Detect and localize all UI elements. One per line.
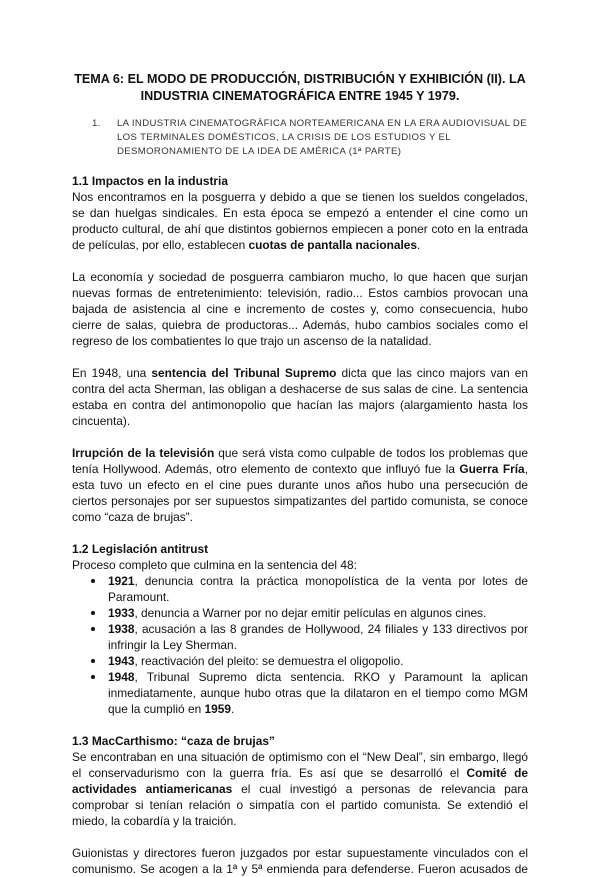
- text-run: , esta tuvo un efecto en el cine pues durante unos años hubo una persecución de ciertos personajes por ser supuestos simpatizantes del partido comunista, se conoce como “caza de brujas”.: [72, 462, 528, 524]
- list-item: [72, 653, 528, 669]
- section-heading-1-3: 1.3 MacCarthismo: “caza de brujas”: [72, 734, 275, 748]
- document-title: TEMA 6: EL MODO DE PRODUCCIÓN, DISTRIBUCIÓN Y EXHIBICIÓN (II). LA INDUSTRIA CINEMATOGRÁFICA ENTRE 1945 Y 1979.: [74, 72, 526, 103]
- paragraph: Guionistas y directores fueron juzgados por estar supuestamente vinculados con el comunismo. Se acogen a la 1ª y 5ª enmienda para defenderse. Fueron acusados de: [72, 846, 528, 876]
- bold-text: cuotas de pantalla nacionales: [248, 238, 418, 252]
- text-run: , denuncia a Warner por no dejar emitir películas en algunos cines.: [134, 606, 487, 620]
- text-run: .: [230, 702, 235, 716]
- bold-text: 1938: [108, 622, 135, 636]
- bold-text: 1948: [108, 670, 135, 684]
- bold-text: sentencia del Tribunal Supremo: [151, 366, 337, 380]
- text-run: Se encontraban en una situación de optimismo con el “New Deal”, sin embargo, llegó el conservadurismo con la guerra fría. Es así que se desarrolló el: [72, 750, 528, 780]
- toc-item: [92, 117, 528, 159]
- bold-text: 1933: [108, 606, 135, 620]
- list-item: [72, 605, 528, 621]
- bold-text: 1959: [204, 702, 231, 716]
- list-item: [72, 621, 528, 653]
- list-item: [72, 669, 528, 717]
- paragraph: [72, 445, 528, 525]
- text-run: En 1948, una: [72, 366, 152, 380]
- toc-number: 1.: [92, 118, 101, 129]
- text-run: , acusación a las 8 grandes de Hollywood, 24 filiales y 133 directivos por infringir la Ley Sherman.: [108, 622, 528, 652]
- text-run: .: [417, 238, 421, 252]
- section-heading-1-1: 1.1 Impactos en la industria: [72, 174, 228, 188]
- text-run: , reactivación del pleito: se demuestra el oligopolio.: [134, 654, 404, 668]
- bold-text: 1921: [108, 574, 135, 588]
- paragraph: [72, 365, 528, 429]
- text-run: dicta que las cinco majors van en contra del acta Sherman, las obligan a deshacerse de sus salas de cine. La sentencia estaba en contra del antimonopolio que hacían las majors (alargamiento hasta los cincuenta).: [72, 366, 528, 428]
- text-run: , denuncia contra la práctica monopolística de la venta por lotes de Paramount.: [108, 574, 528, 604]
- bold-text: 1943: [108, 654, 135, 668]
- toc-text: LA INDUSTRIA CINEMATOGRÁFICA NORTEAMERICANA EN LA ERA AUDIOVISUAL DE LOS TERMINALES DOMÉSTICOS, LA CRISIS DE LOS ESTUDIOS Y EL DESMORONAMIENTO DE LA IDEA DE AMÉRICA (1ª PARTE): [117, 118, 527, 157]
- bold-text: Guerra Fría: [459, 462, 525, 476]
- section-heading-1-2: 1.2 Legislación antitrust: [72, 542, 209, 556]
- bullet-list: [72, 573, 528, 717]
- text-run: , Tribunal Supremo dicta sentencia. RKO y Paramount la aplican inmediatamente, aunque hubo otras que la dilataron en el tiempo como MGM que la cumplió en: [108, 670, 528, 716]
- bold-text: Comité de actividades antiamericanas: [72, 766, 528, 796]
- paragraph: La economía y sociedad de posguerra cambiaron mucho, lo que hacen que surjan nuevas formas de entretenimiento: televisión, radio... Estos cambios provocan una bajada de asistencia al cine e incremento de costes y, como consecuencia, hubo cierre de salas, quiebra de productoras... Además, hubo cambios sociales como el regreso de los combatientes lo que trajo un ascenso de la natalidad.: [72, 270, 528, 348]
- paragraph: [72, 189, 528, 253]
- paragraph: Proceso completo que culmina en la sentencia del 48:: [72, 558, 357, 572]
- paragraph: [72, 749, 528, 829]
- bold-text: Irrupción de la televisión: [72, 446, 215, 460]
- text-run: el cual investigó a personas de relevancia para comprobar si tenían relación o simpatía con el partido comunista. Se extendió el miedo, la cobardía y la traición.: [72, 782, 528, 828]
- list-item: [72, 573, 528, 605]
- text-run: Nos encontramos en la posguerra y debido a que se tienen los sueldos congelados, se dan huelgas sindicales. En esta época se empezó a entender el cine como un producto cultural, de ahí que distintos gobiernos empiecen a poner coto en la entrada de películas, por ello, establecen: [72, 190, 528, 252]
- text-run: que será vista como culpable de todos los problemas que tenía Hollywood. Además, otro elemento de contexto que influyó fue la: [72, 446, 528, 476]
